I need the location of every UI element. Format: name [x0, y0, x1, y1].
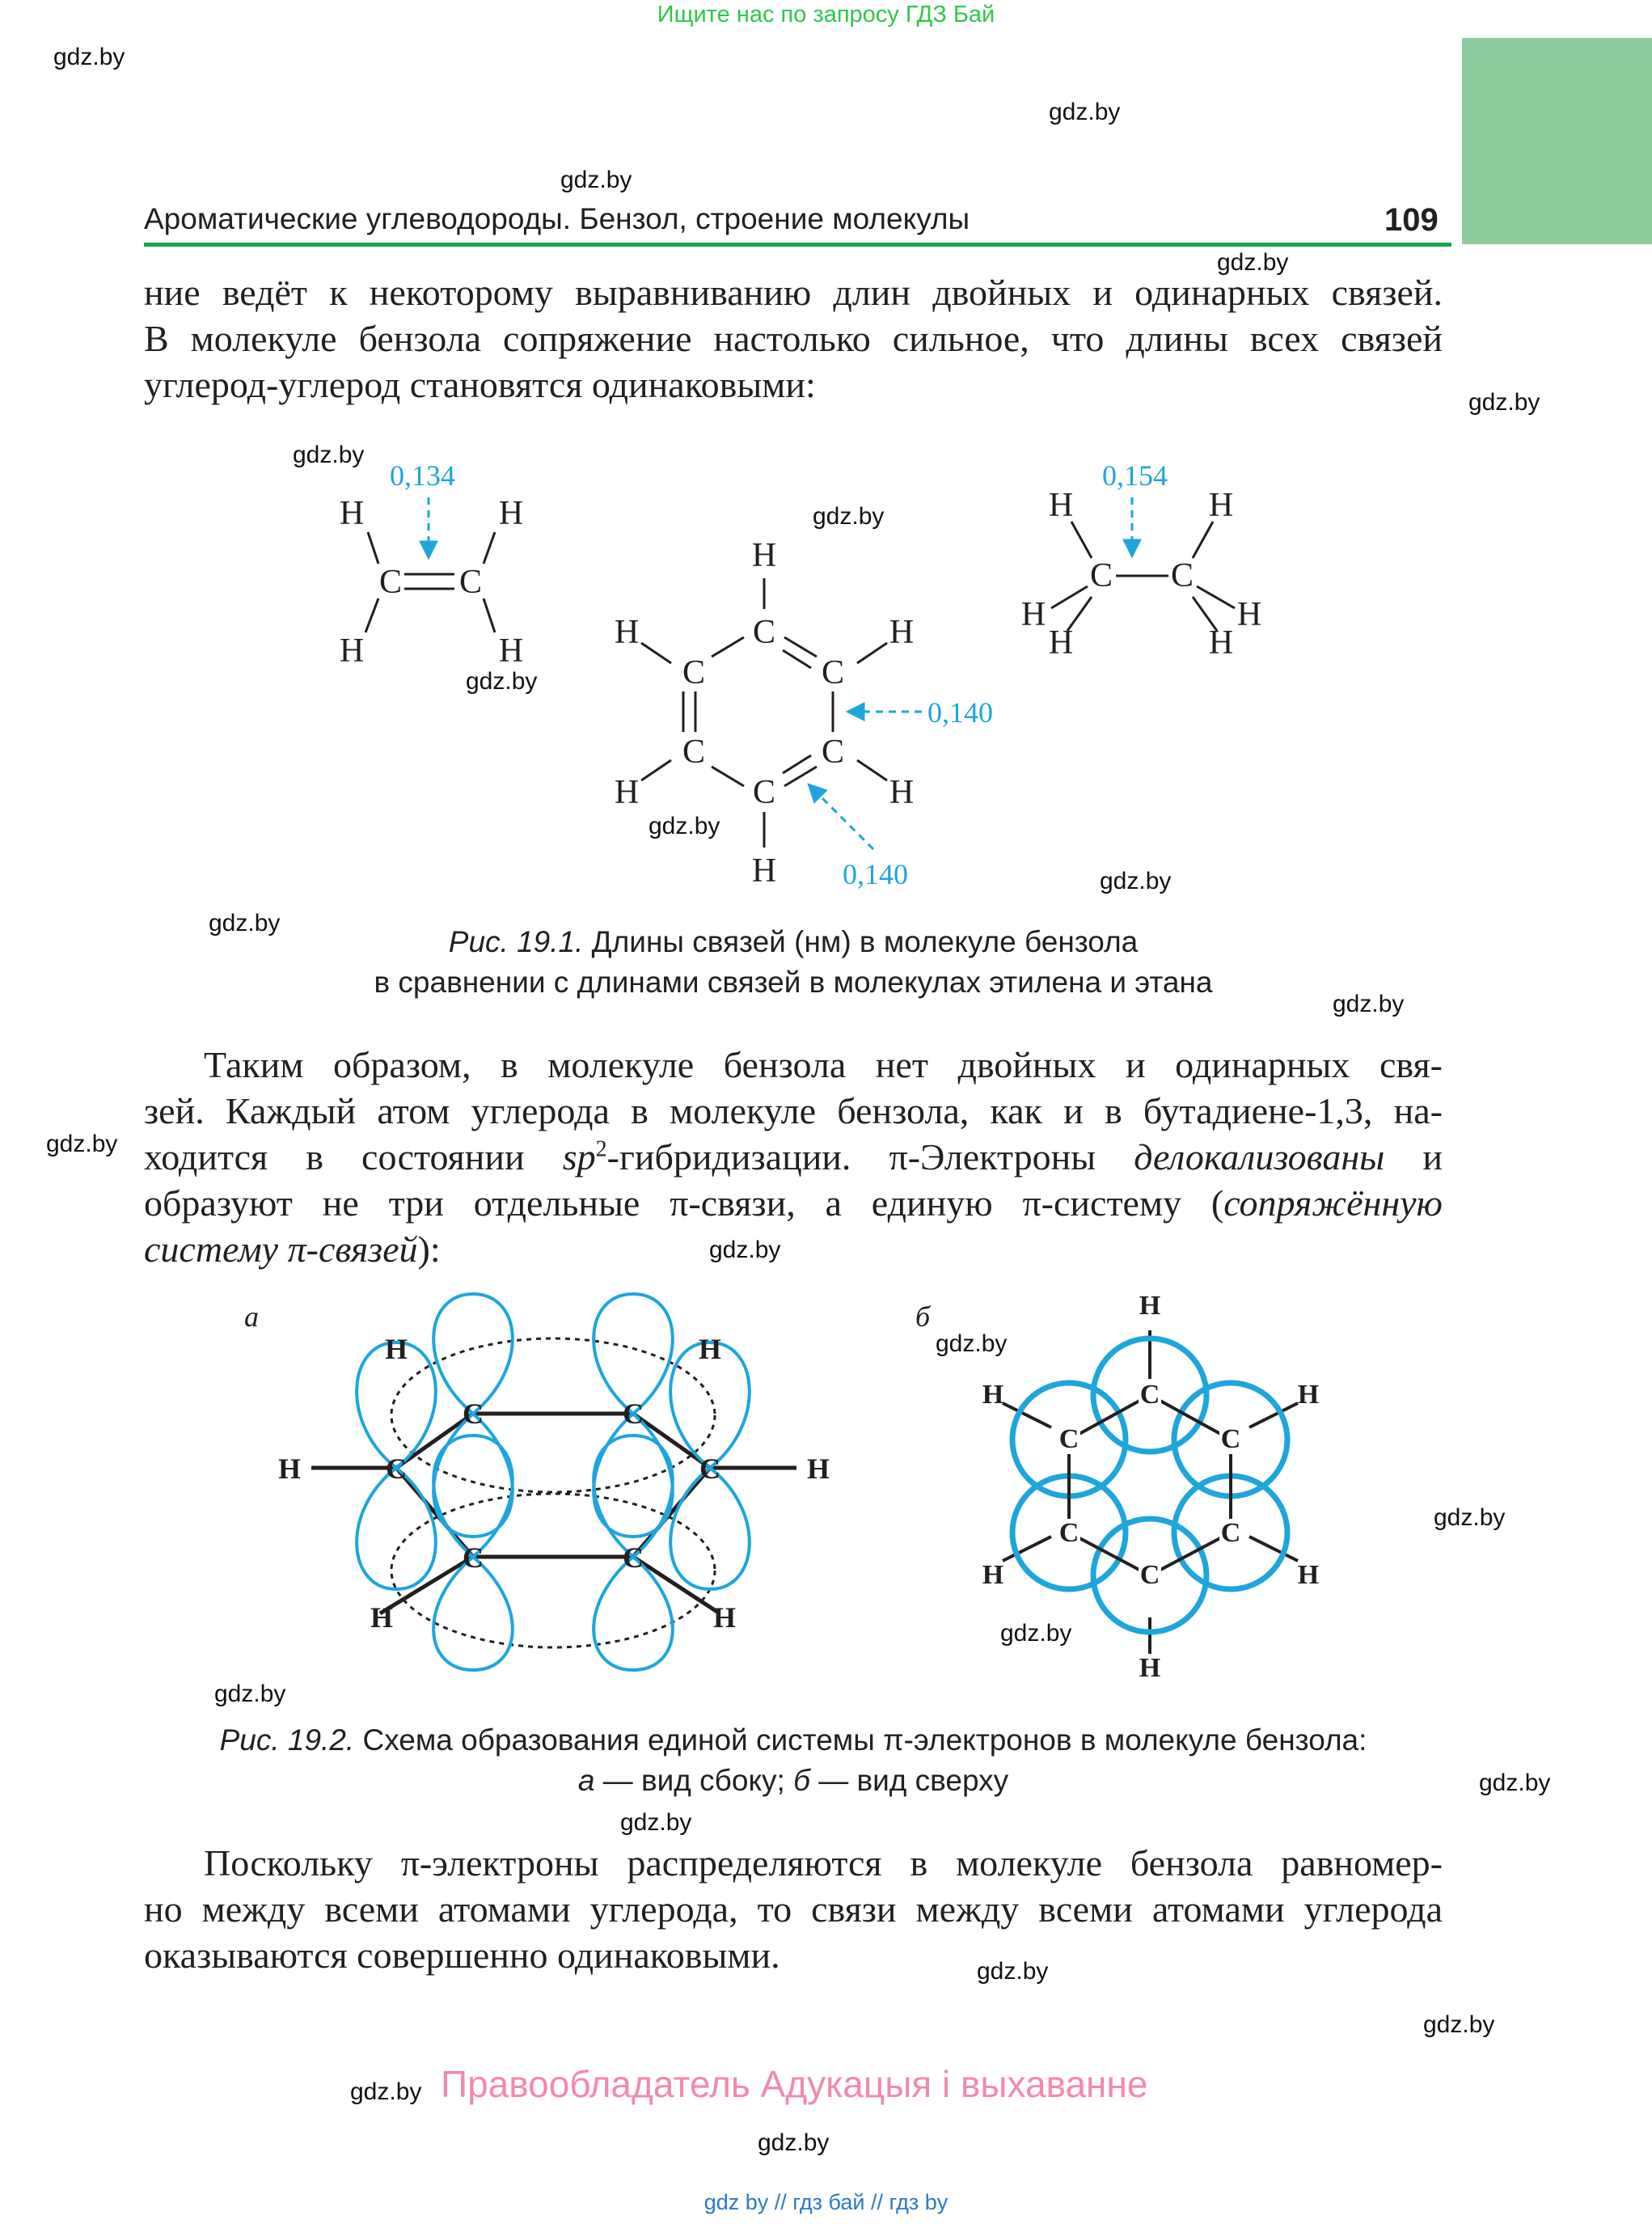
text-line: ходится в состоянии $sp^2$-гибридизации. π-Электроны делокализованы и	[144, 1136, 1443, 1178]
atom-label: H	[1020, 596, 1046, 633]
watermark: gdz.by	[560, 167, 632, 193]
watermark: gdz.by	[209, 910, 281, 937]
atom-label: H	[339, 632, 365, 670]
atom-label: C	[821, 734, 845, 771]
atom-label: H	[751, 537, 777, 574]
chapter-tab	[1462, 38, 1652, 244]
atom-label: C	[821, 654, 845, 691]
running-header-title: Ароматические углеводороды. Бензол, строение молекулы	[144, 202, 970, 235]
atom-label: H	[277, 1452, 302, 1485]
atom-label: H	[614, 774, 640, 811]
watermark: gdz.by	[649, 813, 720, 839]
page-number: 109	[1384, 202, 1439, 238]
atom-label: H	[889, 774, 915, 811]
text-line: Таким образом, в молекуле бензола нет двойных и одинарных свя-	[204, 1044, 1443, 1085]
text-line: зей. Каждый атом углерода в молекуле бензола, как и в бутадиене-1,3, на-	[144, 1090, 1443, 1131]
text-line: углерод-углерод становятся одинаковыми:	[144, 364, 816, 405]
watermark: gdz.by	[620, 1809, 692, 1836]
atom-label: C	[1220, 1424, 1241, 1454]
caption-text: а — вид сбоку; б — вид сверху	[577, 1764, 1009, 1797]
atom-label: H	[1208, 624, 1234, 662]
caption-text: Схема образования единой системы π-электронов в молекуле бензола:	[362, 1723, 1367, 1757]
text-line: образуют не три отдельные π-связи, а единую π-систему (сопряжённую	[144, 1182, 1443, 1224]
side-view	[278, 1294, 830, 1670]
atom-label: C	[1220, 1518, 1241, 1548]
atom-label: C	[1058, 1518, 1080, 1548]
atom-label: H	[1297, 1380, 1320, 1410]
watermark: gdz.by	[466, 668, 538, 695]
atom-label: H	[384, 1333, 408, 1365]
watermark: gdz.by	[1479, 1769, 1551, 1796]
atom-label: C	[463, 1541, 484, 1574]
caption-text: в сравнении с длинами связей в молекулах этилена и этана	[374, 966, 1213, 999]
watermark: gdz.by	[1217, 249, 1289, 276]
atom-label: C	[1139, 1380, 1160, 1410]
atom-label: C	[1139, 1560, 1160, 1590]
atom-label: H	[806, 1452, 830, 1485]
atom-label: C	[682, 734, 706, 771]
watermark: gdz.by	[1049, 99, 1121, 125]
top-banner: Ищите нас по запросу ГДЗ Бай	[657, 2, 995, 27]
watermark: gdz.by	[1000, 1620, 1072, 1647]
watermark: gdz.by	[1423, 2011, 1495, 2038]
figure-label: Рис. 19.1.	[448, 925, 584, 958]
atom-label: H	[1297, 1560, 1320, 1590]
atom-label: H	[751, 852, 777, 890]
atom-label: H	[1048, 624, 1074, 662]
paragraph-2	[144, 1042, 1443, 1272]
top-view	[982, 1291, 1319, 1683]
text-line: систему π-связей):	[144, 1228, 441, 1270]
watermark: gdz.by	[214, 1681, 286, 1707]
atom-label: H	[614, 614, 640, 651]
watermark: gdz.by	[758, 2129, 830, 2156]
atom-label: C	[682, 654, 706, 691]
atom-label: H	[982, 1560, 1004, 1590]
atom-label: C	[1170, 557, 1194, 594]
watermark: gdz.by	[1468, 389, 1540, 416]
watermark: gdz.by	[977, 1958, 1049, 1985]
atom-label: H	[889, 614, 915, 651]
atom-label: C	[386, 1452, 407, 1485]
watermark: gdz.by	[709, 1237, 781, 1263]
watermark: gdz.by	[936, 1330, 1008, 1357]
figure-19-1-bond-lengths	[0, 437, 1652, 906]
bond-length-ethane: 0,154	[1102, 459, 1168, 492]
atom-label: C	[623, 1397, 644, 1430]
text-line: Поскольку π-электроны распределяются в молекуле бензола равномер-	[204, 1842, 1443, 1884]
bond-length-benzene: 0,140	[927, 696, 993, 729]
atom-label: H	[1048, 487, 1074, 524]
atom-label: H	[698, 1333, 722, 1365]
atom-label: H	[1139, 1653, 1161, 1683]
atom-label: H	[498, 495, 524, 532]
panel-label-b: б	[915, 1300, 931, 1333]
atom-label: C	[378, 564, 403, 601]
text-line: но между всеми атомами углерода, то связи между всеми атомами углерода	[144, 1888, 1443, 1930]
text-line: В молекуле бензола сопряжение настолько сильное, что длины всех связей	[144, 318, 1443, 359]
atom-label: H	[1236, 596, 1262, 633]
watermark: gdz.by	[46, 1131, 118, 1157]
paragraph-3	[144, 1840, 1443, 1978]
atom-label: H	[370, 1601, 394, 1634]
figure-label: Рис. 19.2.	[219, 1723, 355, 1757]
watermark: gdz.by	[1100, 868, 1172, 894]
atom-label: C	[699, 1452, 720, 1485]
bottom-links[interactable]: gdz by // гдз бай // гдз by	[703, 2190, 949, 2214]
caption-text: Длины связей (нм) в молекуле бензола	[591, 925, 1139, 958]
watermark: gdz.by	[53, 44, 125, 70]
atom-label: C	[623, 1541, 644, 1574]
figure-19-2-pi-system	[0, 1278, 1652, 1698]
watermark: gdz.by	[1333, 991, 1405, 1017]
header-rule	[144, 243, 1451, 247]
text-line: ние ведёт к некоторому выравниванию длин двойных и одинарных связей.	[144, 272, 1443, 313]
watermark: gdz.by	[813, 503, 885, 530]
atom-label: H	[982, 1380, 1004, 1410]
atom-label: C	[752, 614, 776, 651]
atom-label: H	[498, 632, 524, 670]
atom-label: H	[1139, 1291, 1161, 1321]
bond-length-ethylene: 0,134	[390, 459, 455, 492]
text-line: оказываются совершенно одинаковыми.	[144, 1934, 780, 1976]
figure-19-2-caption	[144, 1720, 1443, 1801]
bond-length-benzene: 0,140	[843, 858, 908, 890]
atom-label: C	[1089, 557, 1113, 594]
atom-label: H	[339, 495, 365, 532]
watermark: gdz.by	[350, 2078, 422, 2105]
watermark: gdz.by	[293, 442, 365, 468]
copyright-notice: Правообладатель Адукацыя і выхаванне	[441, 2063, 1148, 2105]
paragraph-1	[144, 269, 1443, 408]
figure-19-1-caption	[144, 922, 1443, 1003]
atom-label: C	[1058, 1424, 1080, 1454]
atom-label: H	[1208, 487, 1234, 524]
panel-label-a: а	[244, 1300, 259, 1333]
atom-label: C	[752, 774, 776, 811]
atom-label: H	[712, 1601, 737, 1634]
watermark: gdz.by	[1434, 1504, 1506, 1531]
atom-label: C	[463, 1397, 484, 1430]
atom-label: C	[458, 564, 483, 601]
